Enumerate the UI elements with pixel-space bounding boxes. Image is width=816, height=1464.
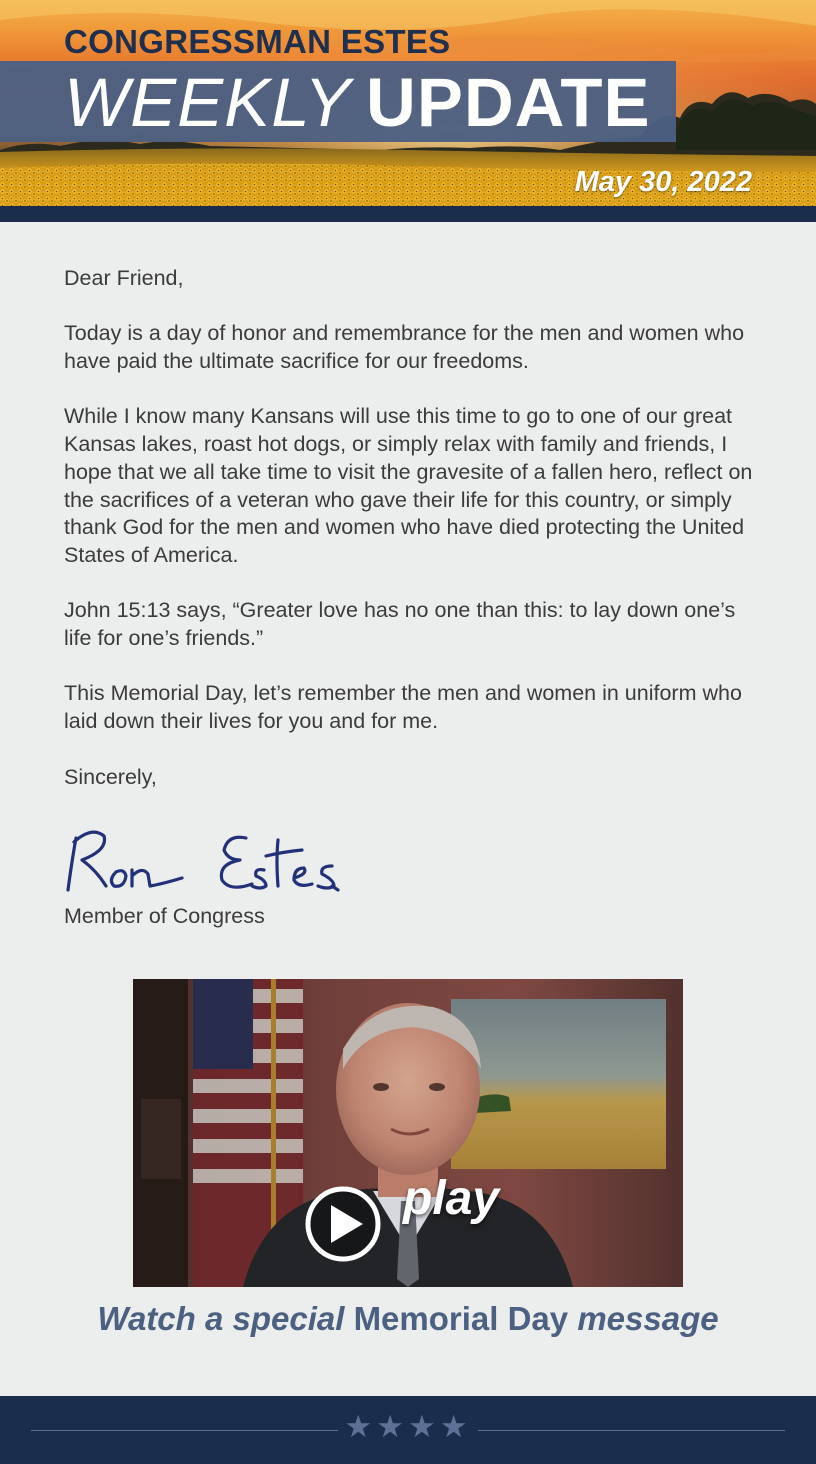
caption-memorial-day: Memorial Day (353, 1300, 569, 1337)
banner-update-text: UPDATE (366, 64, 651, 141)
video-thumbnail[interactable] (133, 979, 683, 1287)
footer (0, 1396, 816, 1464)
banner-weekly-text: WEEKLY (64, 64, 352, 141)
video-still-illustration (133, 979, 683, 1287)
caption-part-3: message (568, 1300, 719, 1337)
paragraph: John 15:13 says, “Greater love has no one than this: to lay down one’s life for one’s friends.” (64, 598, 736, 651)
letter-body (64, 265, 754, 791)
paragraph: This Memorial Day, let’s remember the men and women in uniform who laid down their lives for you and for me. (64, 681, 742, 734)
issue-date: May 30, 2022 (574, 166, 752, 198)
signature-image (62, 820, 352, 903)
closing: Sincerely, (64, 764, 157, 789)
footer-rule-left (31, 1430, 338, 1431)
member-of-congress: Member of Congress (64, 904, 265, 928)
ron-estes-signature (62, 820, 352, 898)
header-banner-image (0, 0, 816, 206)
paragraph: While I know many Kansans will use this time to go to one of our great Kansas lakes, roast hot dogs, or simply relax with family and friends, I hope that we all take time to visit the gravesite of a fallen hero, reflect on the sacrifices of a veteran who gave their life for this country, or simply thank God for the men and women who have died protecting the United States of America. (64, 404, 753, 567)
caption-part-1: Watch a special (97, 1300, 354, 1337)
footer-rule-right (478, 1430, 785, 1431)
star-icon-row: ★★★★ (344, 1409, 472, 1445)
paragraph: Today is a day of honor and remembrance for the men and women who have paid the ultimate sacrifice for our freedoms. (64, 321, 745, 374)
greeting: Dear Friend, (64, 266, 184, 290)
play-icon[interactable] (308, 1189, 378, 1259)
video-caption[interactable] (0, 1300, 816, 1338)
congressman-title: CONGRESSMAN ESTES (64, 23, 451, 60)
header-divider-bar (0, 206, 816, 222)
play-label[interactable]: play (403, 1172, 500, 1225)
